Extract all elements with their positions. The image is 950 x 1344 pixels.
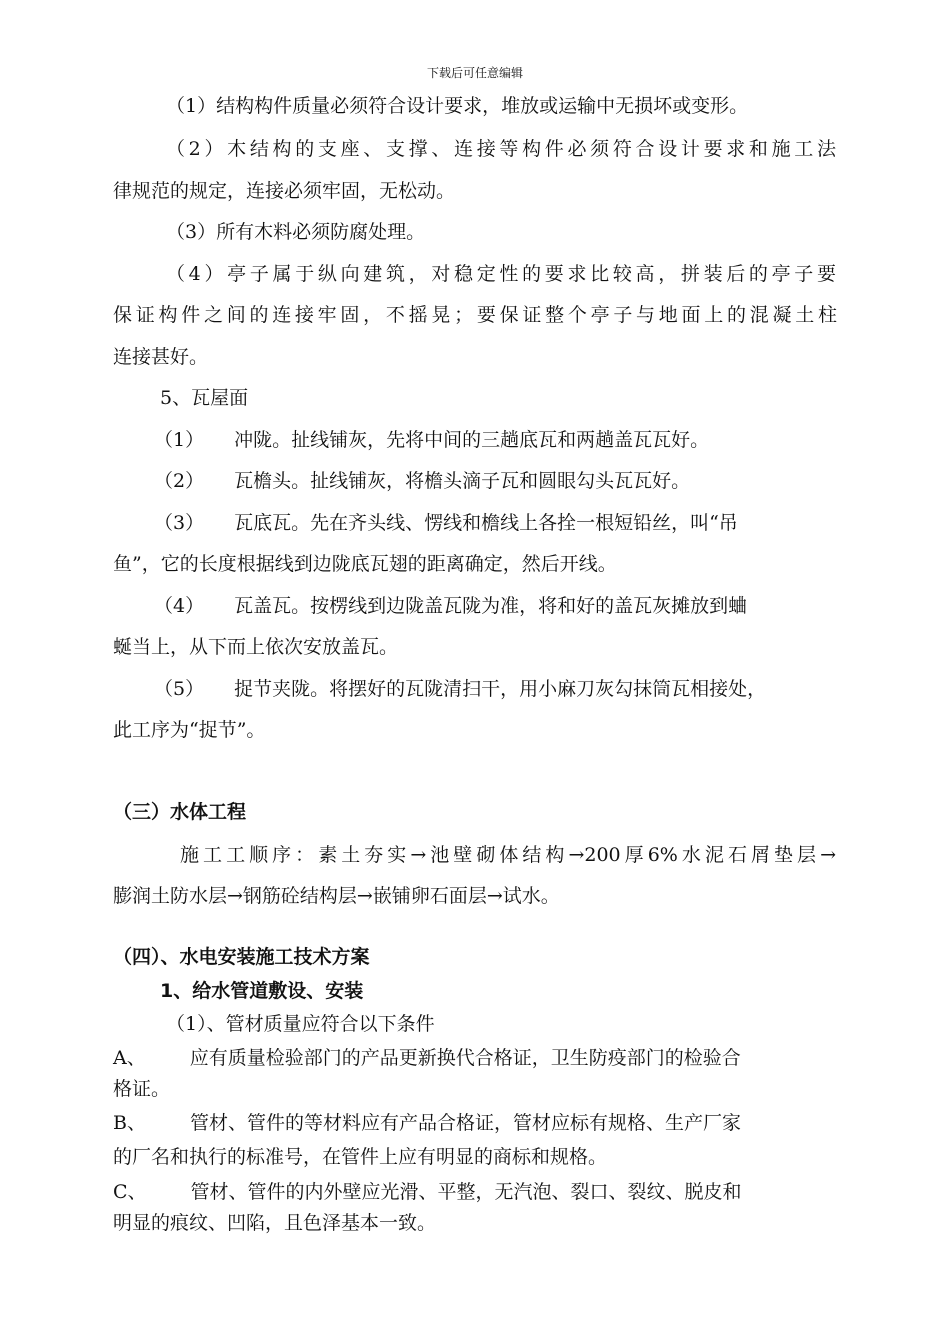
subsection-heading: 1、给水管道敷设、安装	[160, 980, 364, 1002]
paragraph-line: （4）亭子属于纵向建筑，对稳定性的要求比较高，拼装后的亭子要	[166, 263, 836, 285]
paragraph-line: 连接甚好。	[113, 346, 209, 368]
list-item: B、 管材、管件的等材料应有产品合格证，管材应标有规格、生产厂家	[113, 1112, 741, 1134]
list-item: （5） 捉节夹陇。将摆好的瓦陇清扫干，用小麻刀灰勾抹筒瓦相接处，	[154, 678, 767, 700]
list-item: （2） 瓦檐头。扯线铺灰，将檐头滴子瓦和圆眼勾头瓦瓦好。	[154, 470, 691, 492]
paragraph-line: 膨润土防水层→钢筋砼结构层→嵌铺卵石面层→试水。	[113, 885, 560, 907]
paragraph-line: （1）、管材质量应符合以下条件	[166, 1013, 435, 1035]
page-header-note: 下载后可任意编辑	[426, 66, 523, 80]
paragraph-line: （3）所有木料必须防腐处理。	[166, 221, 426, 243]
paragraph-line: 施工工顺序：素土夯实→池壁砌体结构→200厚6%水泥石屑垫层→	[180, 844, 836, 866]
section-heading: （四）、水电安装施工技术方案	[113, 946, 370, 968]
list-item: （3） 瓦底瓦。先在齐头线、愣线和檐线上各拴一根短铅丝，叫“吊	[154, 512, 738, 534]
section-heading: （三）水体工程	[113, 801, 247, 823]
list-item: （1） 冲陇。扯线铺灰，先将中间的三趟底瓦和两趟盖瓦瓦好。	[154, 429, 710, 451]
paragraph-line: （2）木结构的支座、支撑、连接等构件必须符合设计要求和施工法	[166, 138, 836, 160]
paragraph-line: 律规范的规定，连接必须牢固，无松动。	[113, 180, 456, 202]
list-item: A、 应有质量检验部门的产品更新换代合格证，卫生防疫部门的检验合	[113, 1047, 741, 1069]
paragraph-line: 此工序为“捉节”。	[113, 719, 266, 741]
paragraph-line: 明显的痕纹、凹陷，且色泽基本一致。	[113, 1212, 437, 1234]
section-heading: 5、瓦屋面	[160, 387, 249, 409]
list-item: C、 管材、管件的内外壁应光滑、平整，无汽泡、裂口、裂纹、脱皮和	[113, 1181, 742, 1203]
list-item: （4） 瓦盖瓦。按楞线到边陇盖瓦陇为准，将和好的盖瓦灰摊放到蛐	[154, 595, 748, 617]
paragraph-line: （1）结构构件质量必须符合设计要求，堆放或运输中无损坏或变形。	[166, 95, 749, 117]
paragraph-line: 鱼”，它的长度根据线到边陇底瓦翅的距离确定，然后开线。	[113, 553, 617, 575]
paragraph-line: 的厂名和执行的标准号，在管件上应有明显的商标和规格。	[113, 1146, 608, 1168]
paragraph-line: 格证。	[113, 1078, 171, 1100]
paragraph-line: 蜒当上，从下而上依次安放盖瓦。	[113, 636, 399, 658]
paragraph-line: 保证构件之间的连接牢固，不摇晃；要保证整个亭子与地面上的混凝土柱	[113, 304, 837, 326]
